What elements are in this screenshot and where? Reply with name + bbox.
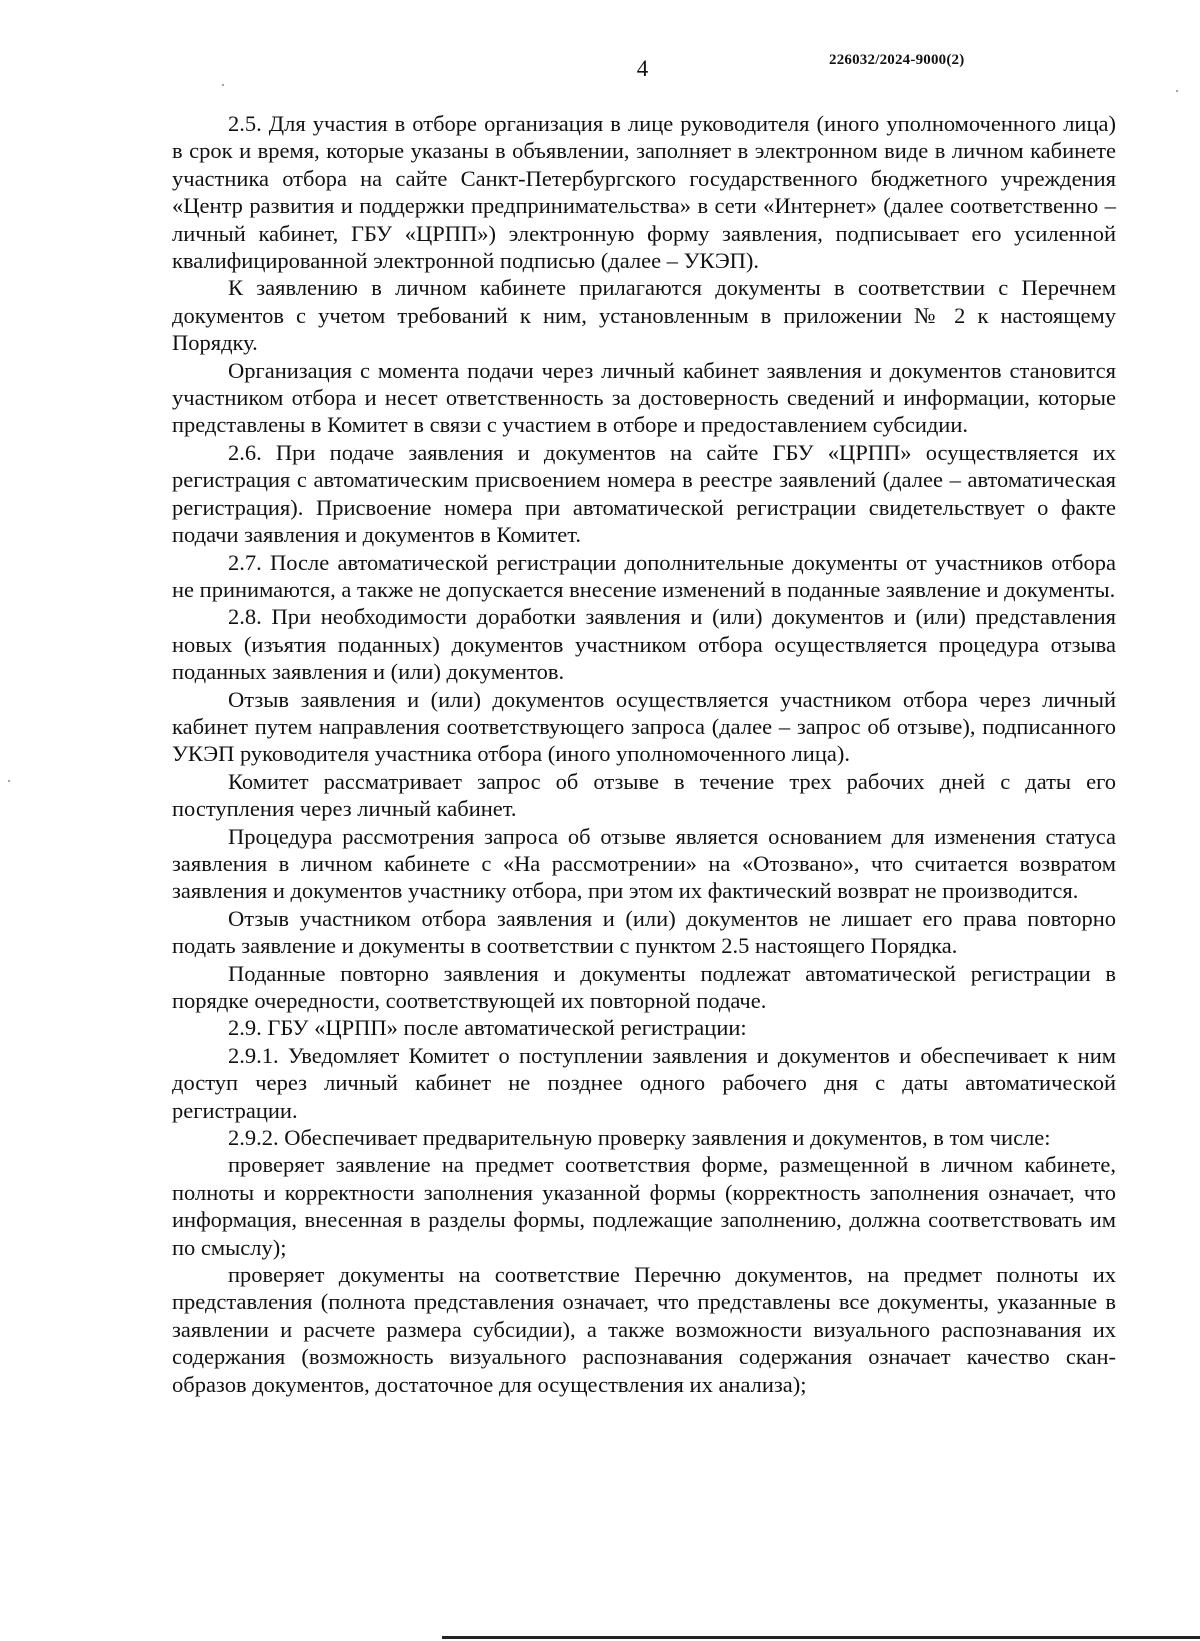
- paragraph-participant-status: Организация с момента подачи через личный кабинет заявления и документов становится участником отбора и несет ответственность за достоверность сведений и информации, которые представлены в Комитет в связи с участием в отборе и предоставлением субсидии.: [172, 357, 1116, 438]
- paragraph-2-5: 2.5. Для участия в отборе организация в лице руководителя (иного уполномоченного лица) в срок и время, которые указаны в объявлении, заполняет в электронном виде в личном кабинете участника отбора на сайте Санкт-Петербургского государственного бюджетного учреждения «Центр развития и поддержки предпринимательства» в сети «Интернет» (далее соответственно – личный кабинет, ГБУ «ЦРПП») электронную форму заявления, подписывает его усиленной квалифицированной электронной подписью (далее – УКЭП).: [172, 111, 1116, 274]
- paragraph-2-6: 2.6. При подаче заявления и документов на сайте ГБУ «ЦРПП» осуществляется их регистрация с автоматическим присвоением номера в реестре заявлений (далее – автоматическая регистрация). Присвоение номера при автоматической регистрации свидетельствует о факте подачи заявления и документов в Комитет.: [172, 439, 1116, 548]
- paragraph-documents-attached: К заявлению в личном кабинете прилагаются документы в соответствии с Перечнем документов с учетом требований к ним, установленным в приложении № 2 к настоящему Порядку.: [172, 275, 1116, 356]
- paragraph-withdrawal-request: Отзыв заявления и (или) документов осуществляется участником отбора через личный кабинет путем направления соответствующего запроса (далее – запрос об отзыве), подписанного УКЭП руководителя участника отбора (иного уполномоченного лица).: [172, 686, 1116, 767]
- paragraph-documents-check: проверяет документы на соответствие Перечню документов, на предмет полноты их представления (полнота представления означает, что представлены все документы, указанные в заявлении и расчете размера субсидии), а также возможности визуального распознавания их содержания (возможность визуального распознавания содержания означает качество скан-образов документов, достаточное для осуществления их анализа);: [172, 1262, 1116, 1397]
- scan-speck: [222, 84, 224, 86]
- page-number: 4: [636, 56, 649, 81]
- paragraph-resubmission-order: Поданные повторно заявления и документы подлежат автоматической регистрации в порядке очередности, соответствующей их повторной подаче.: [172, 960, 1116, 1013]
- page-bottom-edge-line: [442, 1636, 1200, 1639]
- paragraph-2-9-2: 2.9.2. Обеспечивает предварительную проверку заявления и документов, в том числе:: [228, 1125, 1051, 1151]
- paragraph-2-7: 2.7. После автоматической регистрации дополнительные документы от участников отбора не принимаются, а также не допускается внесение изменений в поданные заявление и документы.: [172, 549, 1116, 602]
- paragraph-2-8: 2.8. При необходимости доработки заявления и (или) документов и (или) представления новых (изъятия поданных) документов участником отбора осуществляется процедура отзыва поданных заявления и (или) документов.: [172, 604, 1116, 685]
- paragraph-status-change: Процедура рассмотрения запроса об отзыве является основанием для изменения статуса заявления в личном кабинете с «На рассмотрении» на «Отозвано», что считается возвратом заявления и документов участнику отбора, при этом их фактический возврат не производится.: [172, 823, 1116, 904]
- scan-speck: [8, 780, 10, 782]
- paragraph-2-9-1: 2.9.1. Уведомляет Комитет о поступлении заявления и документов и обеспечивает к ним доступ через личный кабинет не позднее одного рабочего дня с даты автоматической регистрации.: [172, 1042, 1116, 1123]
- document-body: [172, 110, 1116, 1398]
- document-reference-number: 226032/2024-9000(2): [829, 52, 965, 68]
- scan-speck: [1176, 90, 1178, 92]
- paragraph-committee-review: Комитет рассматривает запрос об отзыве в течение трех рабочих дней с даты его поступления через личный кабинет.: [172, 768, 1116, 822]
- paragraph-2-9: 2.9. ГБУ «ЦРПП» после автоматической регистрации:: [228, 1015, 747, 1041]
- paragraph-form-check: проверяет заявление на предмет соответствия форме, размещенной в личном кабинете, полноты и корректности заполнения указанной формы (корректность заполнения означает, что информация, внесенная в разделы формы, подлежащие заполнению, должна соответствовать им по смыслу);: [172, 1152, 1116, 1260]
- paragraph-resubmission-right: Отзыв участником отбора заявления и (или) документов не лишает его права повторно подать заявление и документы в соответствии с пунктом 2.5 настоящего Порядка.: [172, 905, 1116, 959]
